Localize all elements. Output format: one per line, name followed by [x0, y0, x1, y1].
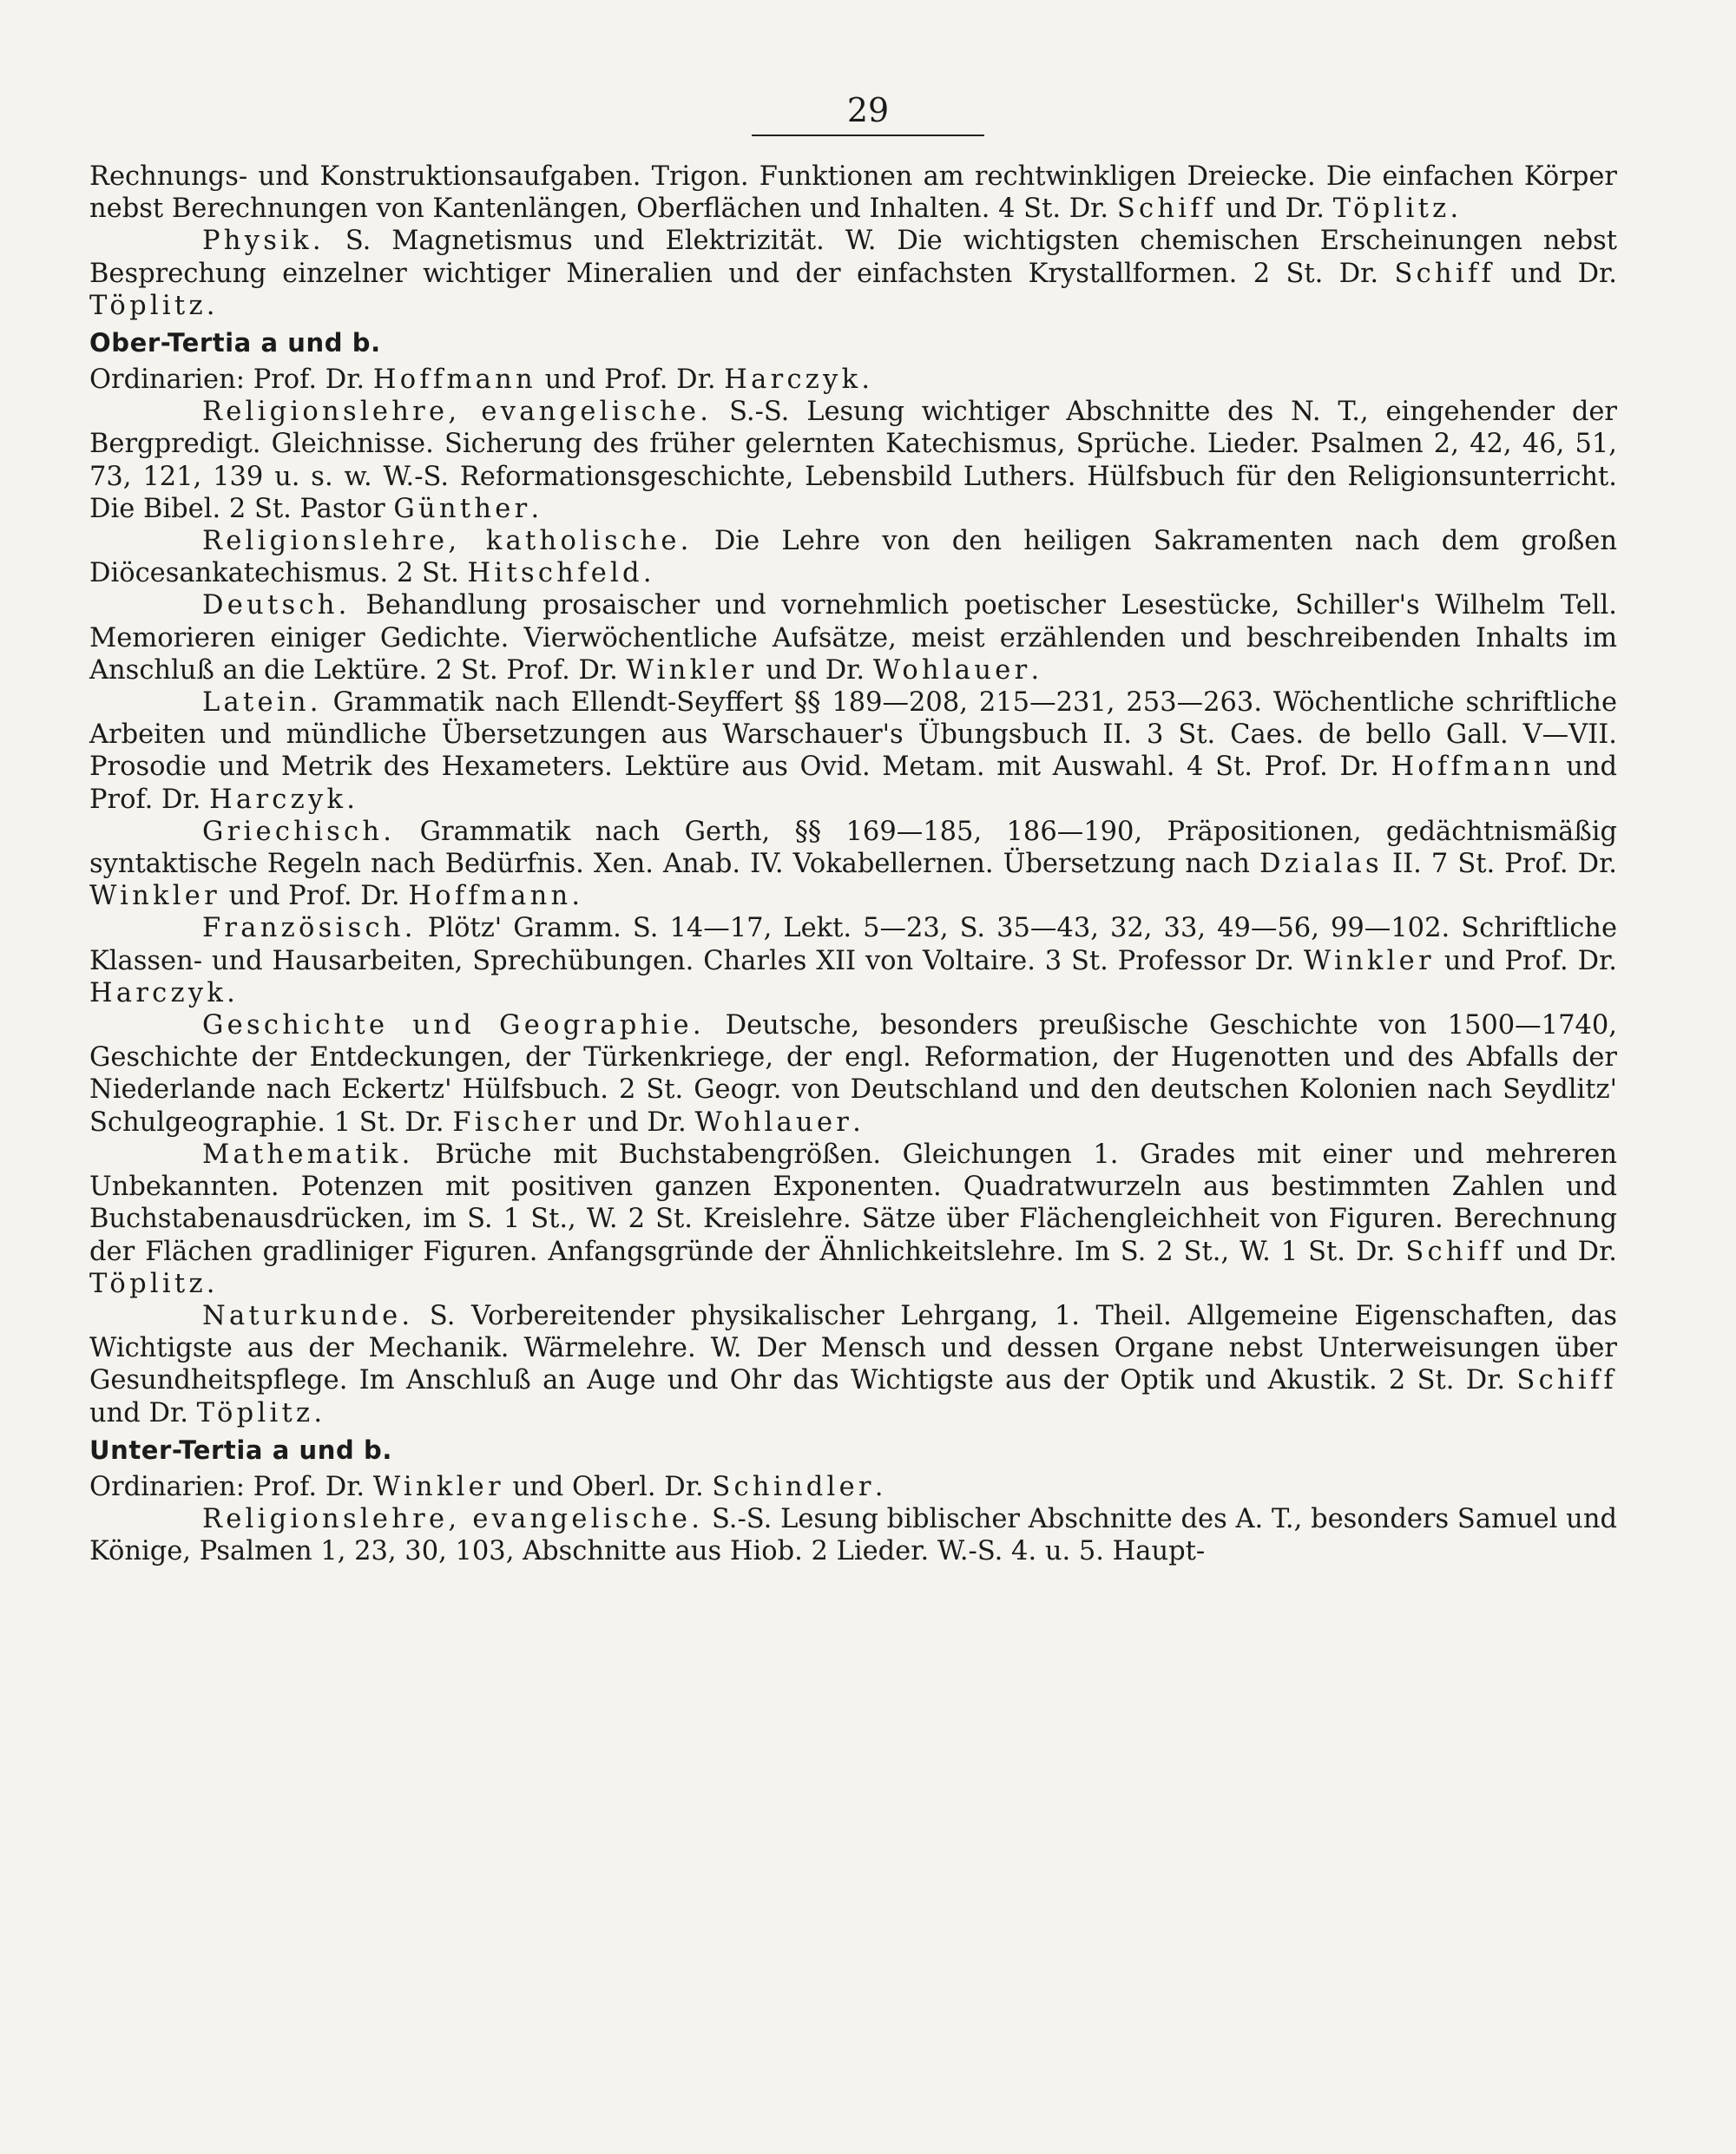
subject-label: Religionslehre, katholische. — [202, 526, 693, 557]
teacher-name: Wohlauer — [694, 1107, 853, 1138]
page-number: 29 — [752, 91, 984, 136]
subject-label: Naturkunde. — [202, 1300, 414, 1331]
subject-label: Griechisch. — [202, 816, 396, 847]
paragraph-text: Plötz' Gramm. S. 14—17, Lekt. 5—23, S. 35—43, 32, 33, 49—56, 99—102. Schriftliche Klassen- und Hausarbeiten, Sprechübungen. Charles XII von Voltaire. 3 St. Professor Dr. — [89, 913, 1618, 976]
teacher-name: Winkler — [1303, 945, 1435, 976]
paragraph-text: II. 7 St. Prof. Dr. — [1392, 849, 1618, 880]
subject-label: Deutsch. — [202, 590, 351, 621]
paragraph-text: Grammatik nach Ellendt-Seyffert §§ 189—208, 215—231, 253—263. Wöchentliche schriftliche Arbeiten und mündliche Übersetzungen aus Warschauer's Übungsbuch II. 3 St. Caes. de bello Gall. V—VII. Prosodie und Metrik des Hexameters. Lektüre aus Ovid. Metam. mit Auswahl. 4 St. Prof. Dr. — [89, 687, 1617, 783]
paragraph-text: und Prof. Dr. — [1443, 945, 1617, 976]
teacher-name: Winkler — [372, 1471, 504, 1502]
teacher-name: Schindler — [712, 1471, 875, 1502]
paragraph-deutsch — [89, 589, 1617, 686]
subject-label: Physik. — [202, 226, 325, 257]
teacher-name: Harczyk — [209, 784, 347, 815]
punctuation: . — [571, 881, 581, 912]
paragraph-intro-mathematik — [89, 161, 1617, 225]
paragraph-religion-evangelisch — [89, 396, 1617, 525]
ordinarien-line — [89, 1471, 1617, 1503]
teacher-name: Töplitz — [196, 1397, 314, 1428]
paragraph-text: Die Lehre von den heiligen Sakramenten nach dem großen Diöcesankatechismus. 2 St. — [89, 526, 1617, 589]
teacher-name: Töplitz — [89, 1268, 207, 1299]
author-name: Dzialas — [1259, 849, 1383, 880]
paragraph-text: Rechnungs- und Konstruktionsaufgaben. Trigon. Funktionen am rechtwinkligen Dreiecke. Die einfachen Körper nebst Berechnungen von Kantenlängen, Oberflächen und Inhalten. 4 St. Dr. — [89, 161, 1617, 225]
paragraph-text: und Dr. — [1510, 258, 1617, 289]
punctuation: . — [852, 1107, 861, 1138]
subject-label: Geschichte und Geographie. — [202, 1010, 705, 1041]
subject-label: Religionslehre, evangelische. — [202, 397, 713, 428]
paragraph-text: Ordinarien: Prof. Dr. — [89, 364, 365, 396]
paragraph-mathematik — [89, 1139, 1617, 1300]
paragraph-text: Behandlung prosaischer und vornehmlich poetischer Lesestücke, Schiller's Wilhelm Tell. Memorieren einiger Gedichte. Vierwöchentliche Aufsätze, meist erzählenden und beschreibenden Inhalts im Anschluß an die Lektüre. 2 St. Prof. Dr. — [89, 590, 1617, 686]
document-body — [89, 161, 1617, 1567]
teacher-name: Schiff — [1405, 1236, 1506, 1267]
section-heading-ober-tertia: Ober-Tertia a und b. — [89, 328, 381, 358]
punctuation: . — [861, 364, 871, 396]
subject-label: Mathematik. — [202, 1139, 414, 1170]
paragraph-latein — [89, 686, 1617, 816]
ordinarien-line — [89, 364, 1617, 396]
punctuation: . — [1450, 194, 1459, 225]
paragraph-religion-katholisch — [89, 525, 1617, 589]
subject-label: Französisch. — [202, 913, 417, 944]
paragraph-text: und Dr. — [89, 1397, 188, 1428]
teacher-name: Schiff — [1116, 194, 1218, 225]
paragraph-text: und Prof. Dr. — [544, 364, 716, 396]
teacher-name: Hoffmann — [408, 881, 572, 912]
punctuation: . — [642, 558, 652, 589]
page-header — [0, 91, 1736, 136]
punctuation: . — [346, 784, 355, 815]
paragraph-text: und Dr. — [766, 654, 865, 686]
teacher-name: Winkler — [89, 881, 220, 912]
teacher-name: Hitschfeld — [467, 558, 643, 589]
paragraph-text: und Prof. Dr. — [228, 881, 400, 912]
teacher-name: Harczyk — [89, 977, 227, 1008]
paragraph-franzoesisch — [89, 912, 1617, 1009]
paragraph-naturkunde — [89, 1300, 1617, 1429]
punctuation: . — [206, 290, 215, 321]
paragraph-text: und Dr. — [587, 1107, 687, 1138]
teacher-name: Harczyk — [724, 364, 862, 396]
punctuation: . — [227, 977, 235, 1008]
paragraph-text: Deutsche, besonders preußische Geschichte von 1500—1740, Geschichte der Entdeckungen, der Türkenkriege, der engl. Reformation, der Hugenotten und des Abfalls der Niederlande nach Eckertz' Hülfsbuch. 2 St. Geogr. von Deutschland und den deutschen Kolonien nach Seydlitz' Schulgeographie. 1 St. Dr. — [89, 1010, 1617, 1138]
punctuation: . — [1030, 654, 1040, 686]
teacher-name: Schiff — [1516, 1365, 1617, 1396]
punctuation: . — [206, 1268, 215, 1299]
teacher-name: Schiff — [1394, 258, 1496, 289]
section-heading-unter-tertia: Unter-Tertia a und b. — [89, 1435, 392, 1465]
paragraph-text: S. Vorbereitender physikalischer Lehrgang, 1. Theil. Allgemeine Eigenschaften, das Wichtigste aus der Mechanik. Wärmelehre. W. Der Mensch und dessen Organe nebst Unterweisungen über Gesundheitspflege. Im Anschluß an Auge und Ohr das Wichtigste aus der Optik und Akustik. 2 St. Dr. — [89, 1300, 1617, 1396]
paragraph-text: und Dr. — [1226, 194, 1325, 225]
subject-label: Religionslehre, evangelische. — [202, 1503, 704, 1534]
teacher-name: Töplitz — [1332, 194, 1450, 225]
teacher-name: Fischer — [452, 1107, 580, 1138]
teacher-name: Töplitz — [89, 290, 207, 321]
teacher-name: Wohlauer — [872, 654, 1031, 686]
paragraph-text: Ordinarien: Prof. Dr. — [89, 1471, 365, 1502]
paragraph-text: S.-S. Lesung wichtiger Abschnitte des N. T., eingehender der Bergpredigt. Gleichnisse. Sicherung des früher gelernten Katechismus, Sprüche. Lieder. Psalmen 2, 42, 46, 51, 73, 121, 139 u. s. w. W.-S. Reformationsgeschichte, Lebensbild Luthers. Hülfsbuch für den Religionsunterricht. Die Bibel. 2 St. Pastor — [89, 397, 1618, 524]
paragraph-text: S.-S. Lesung biblischer Abschnitte des A. T., besonders Samuel und Könige, Psalmen 1, 23, 30, 103, Abschnitte aus Hiob. 2 Lieder. W.-S. 4. u. 5. Haupt- — [89, 1503, 1617, 1567]
punctuation: . — [530, 493, 540, 524]
paragraph-geschichte-geographie — [89, 1009, 1617, 1139]
teacher-name: Hoffmann — [372, 364, 536, 396]
teacher-name: Winkler — [626, 654, 758, 686]
paragraph-text: und Prof. Dr. — [89, 752, 1617, 815]
paragraph-griechisch — [89, 816, 1617, 913]
teacher-name: Günther — [393, 493, 531, 524]
paragraph-text: Grammatik nach Gerth, §§ 169—185, 186—190, Präpositionen, gedächtnismäßig syntaktische Regeln nach Bedürfnis. Xen. Anab. IV. Vokabellernen. Übersetzung nach — [89, 816, 1617, 880]
paragraph-text: und Oberl. Dr. — [512, 1471, 704, 1502]
punctuation: . — [874, 1471, 884, 1502]
teacher-name: Hoffmann — [1391, 752, 1555, 783]
paragraph-text: S. Magnetismus und Elektrizität. W. Die wichtigsten chemischen Erscheinungen nebst Besprechung einzelner wichtiger Mineralien und der einfachsten Krystallformen. 2 St. Dr. — [89, 226, 1618, 289]
paragraph-physik — [89, 225, 1617, 322]
paragraph-text: und Dr. — [1516, 1236, 1618, 1267]
punctuation: . — [313, 1397, 323, 1428]
subject-label: Latein. — [202, 687, 322, 719]
paragraph-ut-religion-evangelisch — [89, 1503, 1617, 1567]
paragraph-text: Brüche mit Buchstabengrößen. Gleichungen 1. Grades mit einer und mehreren Unbekannten. Potenzen mit positiven ganzen Exponenten. Quadratwurzeln aus bestimmten Zahlen und Buchstabenausdrücken, im S. 1 St., W. 2 St. Kreislehre. Sätze über Flächengleichheit von Figuren. Berechnung der Flächen gradliniger Figuren. Anfangsgründe der Ähnlichkeitslehre. Im S. 2 St., W. 1 St. Dr. — [89, 1139, 1617, 1267]
